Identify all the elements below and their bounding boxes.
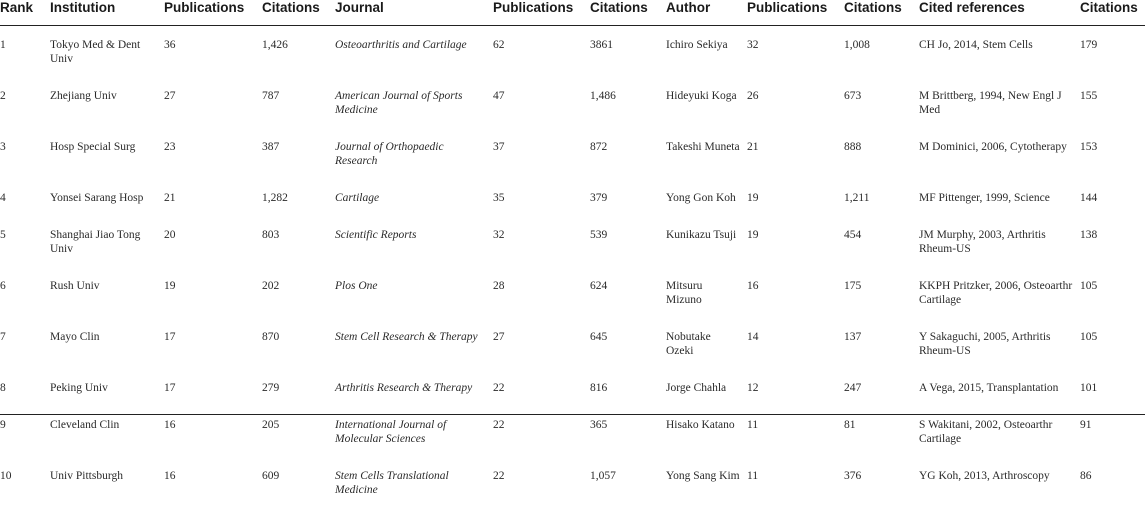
journal-publications-cell: 22 bbox=[493, 382, 505, 394]
journal-citations-cell: 624 bbox=[590, 280, 608, 292]
journal-publications-cell: 47 bbox=[493, 90, 505, 102]
journal-cell: Osteoarthritis and Cartilage bbox=[335, 39, 467, 51]
cited-reference-cell: M Dominici, 2006, Cytotherapy bbox=[919, 141, 1067, 153]
rank-cell: 5 bbox=[0, 229, 6, 241]
rank-cell: 10 bbox=[0, 470, 12, 482]
journal-cell: Plos One bbox=[335, 280, 378, 292]
journal-citations-cell: 1,486 bbox=[590, 90, 616, 102]
journal-cell: Stem Cells Translational Medicine bbox=[335, 470, 449, 496]
journal-citations-cell: 3861 bbox=[590, 39, 613, 51]
author-publications-cell: 11 bbox=[747, 419, 759, 431]
institution-publications-cell: 17 bbox=[164, 382, 176, 394]
institution-citations-cell: 787 bbox=[262, 90, 280, 102]
cited-reference-cell: Y Sakaguchi, 2005, Arthritis Rheum-US bbox=[919, 331, 1051, 357]
table-row bbox=[0, 456, 1145, 507]
author-citations-cell: 175 bbox=[844, 280, 862, 292]
author-citations-cell: 888 bbox=[844, 141, 862, 153]
author-citations-cell: 247 bbox=[844, 382, 862, 394]
journal-cell: American Journal of Sports Medicine bbox=[335, 90, 463, 116]
col-header-journal-citations: Citations bbox=[590, 0, 648, 15]
table-row bbox=[0, 266, 1145, 317]
col-header-author: Author bbox=[666, 0, 711, 15]
journal-publications-cell: 62 bbox=[493, 39, 505, 51]
author-cell: Mitsuru Mizuno bbox=[666, 280, 703, 306]
rank-cell: 3 bbox=[0, 141, 6, 153]
reference-citations-cell: 86 bbox=[1080, 470, 1092, 482]
institution-cell: Univ Pittsburgh bbox=[50, 470, 123, 482]
col-header-institution: Institution bbox=[50, 0, 116, 15]
journal-citations-cell: 379 bbox=[590, 192, 608, 204]
journal-publications-cell: 35 bbox=[493, 192, 505, 204]
journal-cell: Cartilage bbox=[335, 192, 380, 204]
col-header-journal-publications: Publications bbox=[493, 0, 574, 15]
rank-cell: 8 bbox=[0, 382, 6, 394]
reference-citations-cell: 101 bbox=[1080, 382, 1098, 394]
table-row bbox=[0, 178, 1145, 215]
cited-reference-cell: YG Koh, 2013, Arthroscopy bbox=[919, 470, 1050, 482]
institution-cell: Shanghai Jiao Tong Univ bbox=[50, 229, 141, 255]
cited-reference-cell: KKPH Pritzker, 2006, Osteoarthr Cartilage bbox=[919, 280, 1073, 306]
journal-citations-cell: 816 bbox=[590, 382, 608, 394]
institution-citations-cell: 205 bbox=[262, 419, 280, 431]
institution-publications-cell: 20 bbox=[164, 229, 176, 241]
institution-cell: Tokyo Med & Dent Univ bbox=[50, 39, 141, 65]
author-citations-cell: 673 bbox=[844, 90, 862, 102]
rank-cell: 9 bbox=[0, 419, 6, 431]
author-publications-cell: 19 bbox=[747, 192, 759, 204]
author-citations-cell: 137 bbox=[844, 331, 862, 343]
institution-citations-cell: 803 bbox=[262, 229, 280, 241]
author-cell: Jorge Chahla bbox=[666, 382, 727, 394]
rank-cell: 4 bbox=[0, 192, 6, 204]
reference-citations-cell: 144 bbox=[1080, 192, 1098, 204]
institution-citations-cell: 609 bbox=[262, 470, 280, 482]
author-publications-cell: 26 bbox=[747, 90, 759, 102]
institution-publications-cell: 19 bbox=[164, 280, 176, 292]
journal-citations-cell: 539 bbox=[590, 229, 608, 241]
reference-citations-cell: 179 bbox=[1080, 39, 1098, 51]
journal-cell: Stem Cell Research & Therapy bbox=[335, 331, 478, 343]
reference-citations-cell: 155 bbox=[1080, 90, 1098, 102]
institution-publications-cell: 17 bbox=[164, 331, 176, 343]
institution-publications-cell: 21 bbox=[164, 192, 176, 204]
col-header-institution-citations: Citations bbox=[262, 0, 320, 15]
author-citations-cell: 454 bbox=[844, 229, 862, 241]
institution-cell: Mayo Clin bbox=[50, 331, 100, 343]
author-citations-cell: 1,008 bbox=[844, 39, 870, 51]
journal-cell: Arthritis Research & Therapy bbox=[335, 382, 473, 394]
institution-cell: Cleveland Clin bbox=[50, 419, 120, 431]
institution-citations-cell: 1,426 bbox=[262, 39, 288, 51]
journal-citations-cell: 365 bbox=[590, 419, 608, 431]
table-row bbox=[0, 215, 1145, 266]
author-cell: Hisako Katano bbox=[666, 419, 735, 431]
col-header-cited-references: Cited references bbox=[919, 0, 1025, 15]
table-row bbox=[0, 405, 1145, 456]
author-publications-cell: 21 bbox=[747, 141, 759, 153]
institution-cell: Zhejiang Univ bbox=[50, 90, 117, 102]
reference-citations-cell: 153 bbox=[1080, 141, 1098, 153]
journal-publications-cell: 28 bbox=[493, 280, 505, 292]
journal-cell: Journal of Orthopaedic Research bbox=[335, 141, 444, 167]
institution-publications-cell: 36 bbox=[164, 39, 176, 51]
institution-cell: Hosp Special Surg bbox=[50, 141, 136, 153]
journal-citations-cell: 872 bbox=[590, 141, 608, 153]
rank-cell: 6 bbox=[0, 280, 6, 292]
author-cell: Hideyuki Koga bbox=[666, 90, 737, 102]
journal-cell: Scientific Reports bbox=[335, 229, 417, 241]
table-row bbox=[0, 76, 1145, 127]
author-publications-cell: 14 bbox=[747, 331, 759, 343]
institution-cell: Peking Univ bbox=[50, 382, 108, 394]
reference-citations-cell: 105 bbox=[1080, 280, 1098, 292]
table-row bbox=[0, 317, 1145, 368]
author-citations-cell: 376 bbox=[844, 470, 862, 482]
author-cell: Yong Sang Kim bbox=[666, 470, 740, 482]
journal-publications-cell: 22 bbox=[493, 419, 505, 431]
institution-publications-cell: 16 bbox=[164, 470, 176, 482]
institution-publications-cell: 16 bbox=[164, 419, 176, 431]
col-header-journal: Journal bbox=[335, 0, 384, 15]
journal-publications-cell: 27 bbox=[493, 331, 505, 343]
header-row bbox=[0, 0, 1145, 25]
author-publications-cell: 11 bbox=[747, 470, 759, 482]
institution-cell: Yonsei Sarang Hosp bbox=[50, 192, 144, 204]
institution-citations-cell: 1,282 bbox=[262, 192, 288, 204]
reference-citations-cell: 105 bbox=[1080, 331, 1098, 343]
footer-rule bbox=[0, 414, 1145, 415]
institution-publications-cell: 23 bbox=[164, 141, 176, 153]
rank-cell: 7 bbox=[0, 331, 6, 343]
cited-reference-cell: M Brittberg, 1994, New Engl J Med bbox=[919, 90, 1062, 116]
table-row bbox=[0, 127, 1145, 178]
reference-citations-cell: 91 bbox=[1080, 419, 1092, 431]
table-row bbox=[0, 25, 1145, 76]
author-cell: Takeshi Muneta bbox=[666, 141, 740, 153]
author-cell: Nobutake Ozeki bbox=[666, 331, 711, 357]
author-publications-cell: 12 bbox=[747, 382, 759, 394]
journal-publications-cell: 32 bbox=[493, 229, 505, 241]
author-publications-cell: 16 bbox=[747, 280, 759, 292]
author-cell: Yong Gon Koh bbox=[666, 192, 736, 204]
cited-reference-cell: JM Murphy, 2003, Arthritis Rheum-US bbox=[919, 229, 1046, 255]
institution-cell: Rush Univ bbox=[50, 280, 100, 292]
author-cell: Kunikazu Tsuji bbox=[666, 229, 737, 241]
reference-citations-cell: 138 bbox=[1080, 229, 1098, 241]
rank-cell: 2 bbox=[0, 90, 6, 102]
cited-reference-cell: A Vega, 2015, Transplantation bbox=[919, 382, 1059, 394]
col-header-rank: Rank bbox=[0, 0, 34, 15]
journal-publications-cell: 37 bbox=[493, 141, 505, 153]
cited-reference-cell: MF Pittenger, 1999, Science bbox=[919, 192, 1050, 204]
institution-citations-cell: 387 bbox=[262, 141, 280, 153]
author-publications-cell: 19 bbox=[747, 229, 759, 241]
institution-publications-cell: 27 bbox=[164, 90, 176, 102]
institution-citations-cell: 202 bbox=[262, 280, 280, 292]
col-header-institution-publications: Publications bbox=[164, 0, 245, 15]
author-cell: Ichiro Sekiya bbox=[666, 39, 728, 51]
institution-citations-cell: 279 bbox=[262, 382, 280, 394]
cited-reference-cell: CH Jo, 2014, Stem Cells bbox=[919, 39, 1033, 51]
journal-citations-cell: 645 bbox=[590, 331, 608, 343]
journal-cell: International Journal of Molecular Sciences bbox=[335, 419, 447, 445]
journal-citations-cell: 1,057 bbox=[590, 470, 616, 482]
col-header-author-publications: Publications bbox=[747, 0, 828, 15]
cited-reference-cell: S Wakitani, 2002, Osteoarthr Cartilage bbox=[919, 419, 1053, 445]
col-header-author-citations: Citations bbox=[844, 0, 902, 15]
author-citations-cell: 1,211 bbox=[844, 192, 870, 204]
rank-cell: 1 bbox=[0, 39, 6, 51]
journal-publications-cell: 22 bbox=[493, 470, 505, 482]
table-row bbox=[0, 368, 1145, 405]
author-citations-cell: 81 bbox=[844, 419, 856, 431]
institution-citations-cell: 870 bbox=[262, 331, 280, 343]
col-header-reference-citations: Citations bbox=[1080, 0, 1138, 15]
author-publications-cell: 32 bbox=[747, 39, 759, 51]
